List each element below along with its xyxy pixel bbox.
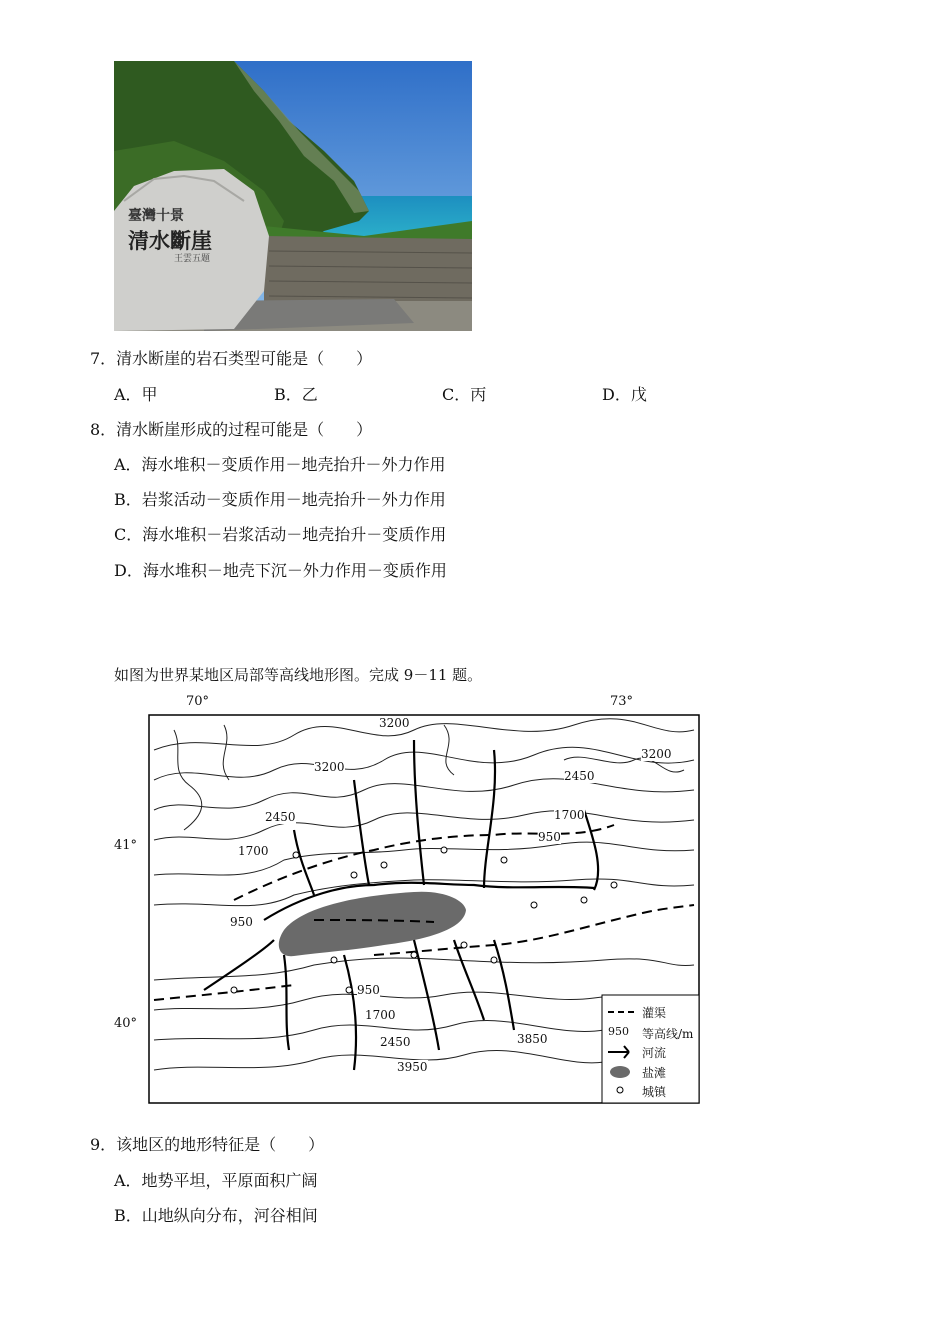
question-8-option-d: D．海水堆积－地壳下沉－外力作用－变质作用 (114, 561, 447, 580)
question-8-option-a: A．海水堆积－变质作用－地壳抬升－外力作用 (114, 455, 446, 474)
contour-label: 2450 (564, 769, 595, 783)
legend-river-label: 河流 (642, 1046, 667, 1060)
legend-canal-label: 灌渠 (642, 1006, 667, 1020)
question-7-stem: 7．清水断崖的岩石类型可能是（ ） (90, 349, 373, 368)
question-7-option-a: A．甲 (114, 385, 158, 404)
contour-label: 2450 (380, 1035, 411, 1049)
contour-label: 950 (538, 830, 561, 844)
contour-label: 1700 (365, 1008, 396, 1022)
section-intro: 如图为世界某地区局部等高线地形图。完成 9－11 题。 (114, 666, 483, 684)
contour-label: 1700 (238, 844, 269, 858)
cliff-photo (114, 61, 472, 331)
cliff-photo-graphic (114, 61, 472, 331)
legend-contour-label: 等高线/m (642, 1027, 694, 1041)
legend-salt-flat-label: 盐滩 (642, 1066, 667, 1080)
question-9-stem: 9．该地区的地形特征是（ ） (90, 1135, 325, 1154)
question-8-option-c: C．海水堆积－岩浆活动－地壳抬升－变质作用 (114, 525, 447, 544)
contour-label: 3200 (641, 747, 672, 761)
question-8-stem: 8．清水断崖形成的过程可能是（ ） (90, 420, 373, 439)
contour-label: 3950 (397, 1060, 428, 1074)
stone-inscription-1: 臺灣十景 (128, 208, 184, 224)
question-7-option-c: C．丙 (442, 385, 487, 404)
contour-label: 3200 (379, 716, 410, 730)
lon-label-73: 73° (610, 694, 634, 709)
legend-contour-prefix: 950 (608, 1025, 629, 1038)
question-9-option-b: B．山地纵向分布，河谷相间 (114, 1206, 318, 1225)
question-8-option-b: B．岩浆活动－变质作用－地壳抬升－外力作用 (114, 490, 446, 509)
stone-inscription-2: 清水斷崖 (128, 228, 212, 253)
contour-label: 950 (230, 915, 253, 929)
contour-map (114, 690, 704, 1106)
question-7-option-d: D．戊 (602, 385, 647, 404)
lat-label-40: 40° (114, 1016, 138, 1031)
contour-label: 1700 (554, 808, 585, 822)
town-icon (617, 1087, 623, 1093)
contour-label: 3200 (314, 760, 345, 774)
contour-label: 950 (357, 983, 380, 997)
question-9-option-a: A．地势平坦，平原面积广阔 (114, 1171, 318, 1190)
legend-town-label: 城镇 (642, 1085, 667, 1099)
stone-inscription-3: 王雲五題 (174, 254, 211, 264)
contour-label: 3850 (517, 1032, 548, 1046)
question-7-option-b: B．乙 (274, 385, 318, 404)
salt-flat-icon (610, 1066, 630, 1078)
lat-label-41: 41° (114, 838, 138, 853)
contour-label: 2450 (265, 810, 296, 824)
lon-label-70: 70° (186, 694, 210, 709)
